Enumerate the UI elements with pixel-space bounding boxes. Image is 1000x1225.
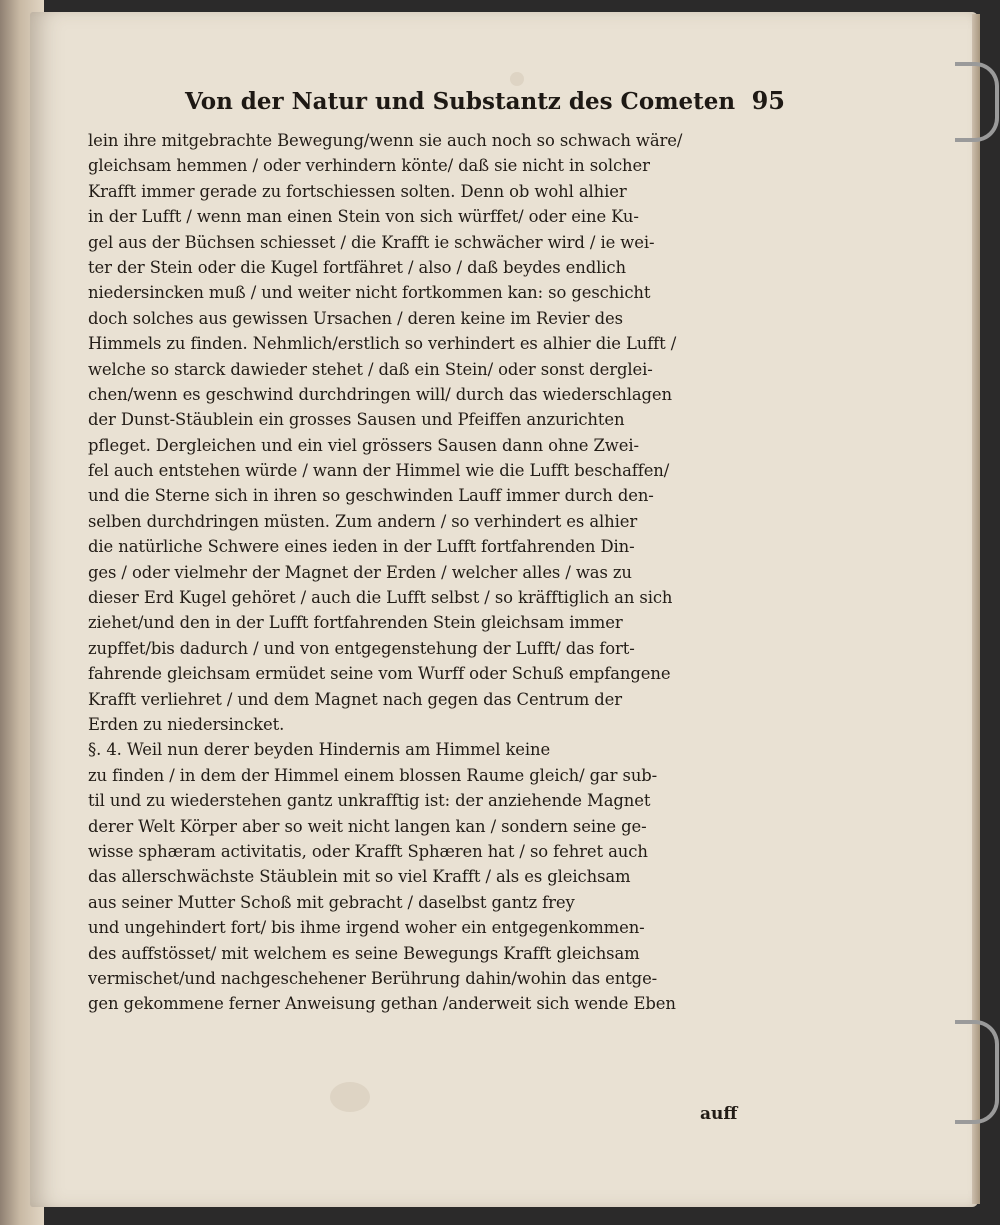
body-text [88,128,768,1017]
running-title: Von der Natur und Substantz des Cometen [185,88,736,115]
text-line: ter der Stein oder die Kugel fortfähret / also / daß beydes endlich [88,257,626,277]
text-line: gel aus der Büchsen schiesset / die Krafft ie schwächer wird / ie wei- [88,232,655,252]
text-line: ziehet/und den in der Lufft fortfahrenden Stein gleichsam immer [88,613,623,633]
text-line: chen/wenn es geschwind durchdringen will/ durch das wiederschlagen [88,384,672,404]
text-line: zupffet/bis dadurch / und von entgegenstehung der Lufft/ das fort- [88,638,635,658]
text-line: gleichsam hemmen / oder verhindern könte/ daß sie nicht in solcher [88,156,650,176]
text-line: Krafft immer gerade zu fortschiessen solten. Denn ob wohl alhier [88,181,627,201]
text-line: selben durchdringen müsten. Zum andern / so verhindert es alhier [88,511,638,531]
text-line: Erden zu niedersincket. [88,714,285,734]
text-line: Himmels zu finden. Nehmlich/erstlich so verhindert es alhier die Lufft / [88,334,677,354]
text-line: wisse sphæram activitatis, oder Krafft Sphæren hat / so fehret auch [88,841,648,861]
book-clip-bottom [955,1020,999,1124]
text-line: die natürliche Schwere eines ieden in der Lufft fortfahrenden Din- [88,537,635,557]
text-line: aus seiner Mutter Schoß mit gebracht / daselbst gantz frey [88,892,575,912]
text-line: und die Sterne sich in ihren so geschwinden Lauff immer durch den- [88,486,654,506]
text-line: niedersincken muß / und weiter nicht fortkommen kan: so geschicht [88,283,651,303]
text-line: und ungehindert fort/ bis ihme irgend woher ein entgegenkommen- [88,918,645,938]
text-line: ges / oder vielmehr der Magnet der Erden / welcher alles / was zu [88,562,632,582]
text-line: vermischet/und nachgeschehener Berührung dahin/wohin das entge- [88,968,658,988]
running-header [185,84,785,124]
text-line: til und zu wiederstehen gantz unkrafftig ist: der anziehende Magnet [88,791,651,811]
text-line: das allerschwächste Stäublein mit so viel Krafft / als es gleichsam [88,867,631,887]
catchword: auff [700,1104,738,1124]
text-line: welche so starck dawieder stehet / daß ein Stein/ oder sonst derglei- [88,359,653,379]
text-line: dieser Erd Kugel gehöret / auch die Lufft selbst / so kräfftiglich an sich [88,588,673,608]
book-clip-top [955,62,999,142]
text-line: pfleget. Dergleichen und ein viel grössers Sausen dann ohne Zwei- [88,435,639,455]
text-line: Krafft verliehret / und dem Magnet nach gegen das Centrum der [88,689,623,709]
text-line: fahrende gleichsam ermüdet seine vom Wurff oder Schuß empfangene [88,664,671,684]
text-line: in der Lufft / wenn man einen Stein von sich würffet/ oder eine Ku- [88,207,639,227]
text-line: der Dunst-Stäublein ein grosses Sausen und Pfeiffen anzurichten [88,410,625,430]
text-line: derer Welt Körper aber so weit nicht langen kan / sondern seine ge- [88,816,647,836]
text-line: des auffstösset/ mit welchem es seine Bewegungs Krafft gleichsam [88,943,640,963]
text-line: gen gekommene ferner Anweisung gethan /anderweit sich wende Eben [88,994,676,1014]
paper-stain [330,1082,370,1112]
text-line: lein ihre mitgebrachte Bewegung/wenn sie auch noch so schwach wäre/ [88,131,683,150]
text-line: §. 4. Weil nun derer beyden Hindernis am Himmel keine [88,740,551,760]
text-line: fel auch entstehen würde / wann der Himmel wie die Lufft beschaffen/ [88,461,670,481]
text-line: doch solches aus gewissen Ursachen / deren keine im Revier des [88,308,623,328]
page-number: 95 [751,86,785,115]
text-line: zu finden / in dem der Himmel einem blossen Raume gleich/ gar sub- [88,765,658,785]
